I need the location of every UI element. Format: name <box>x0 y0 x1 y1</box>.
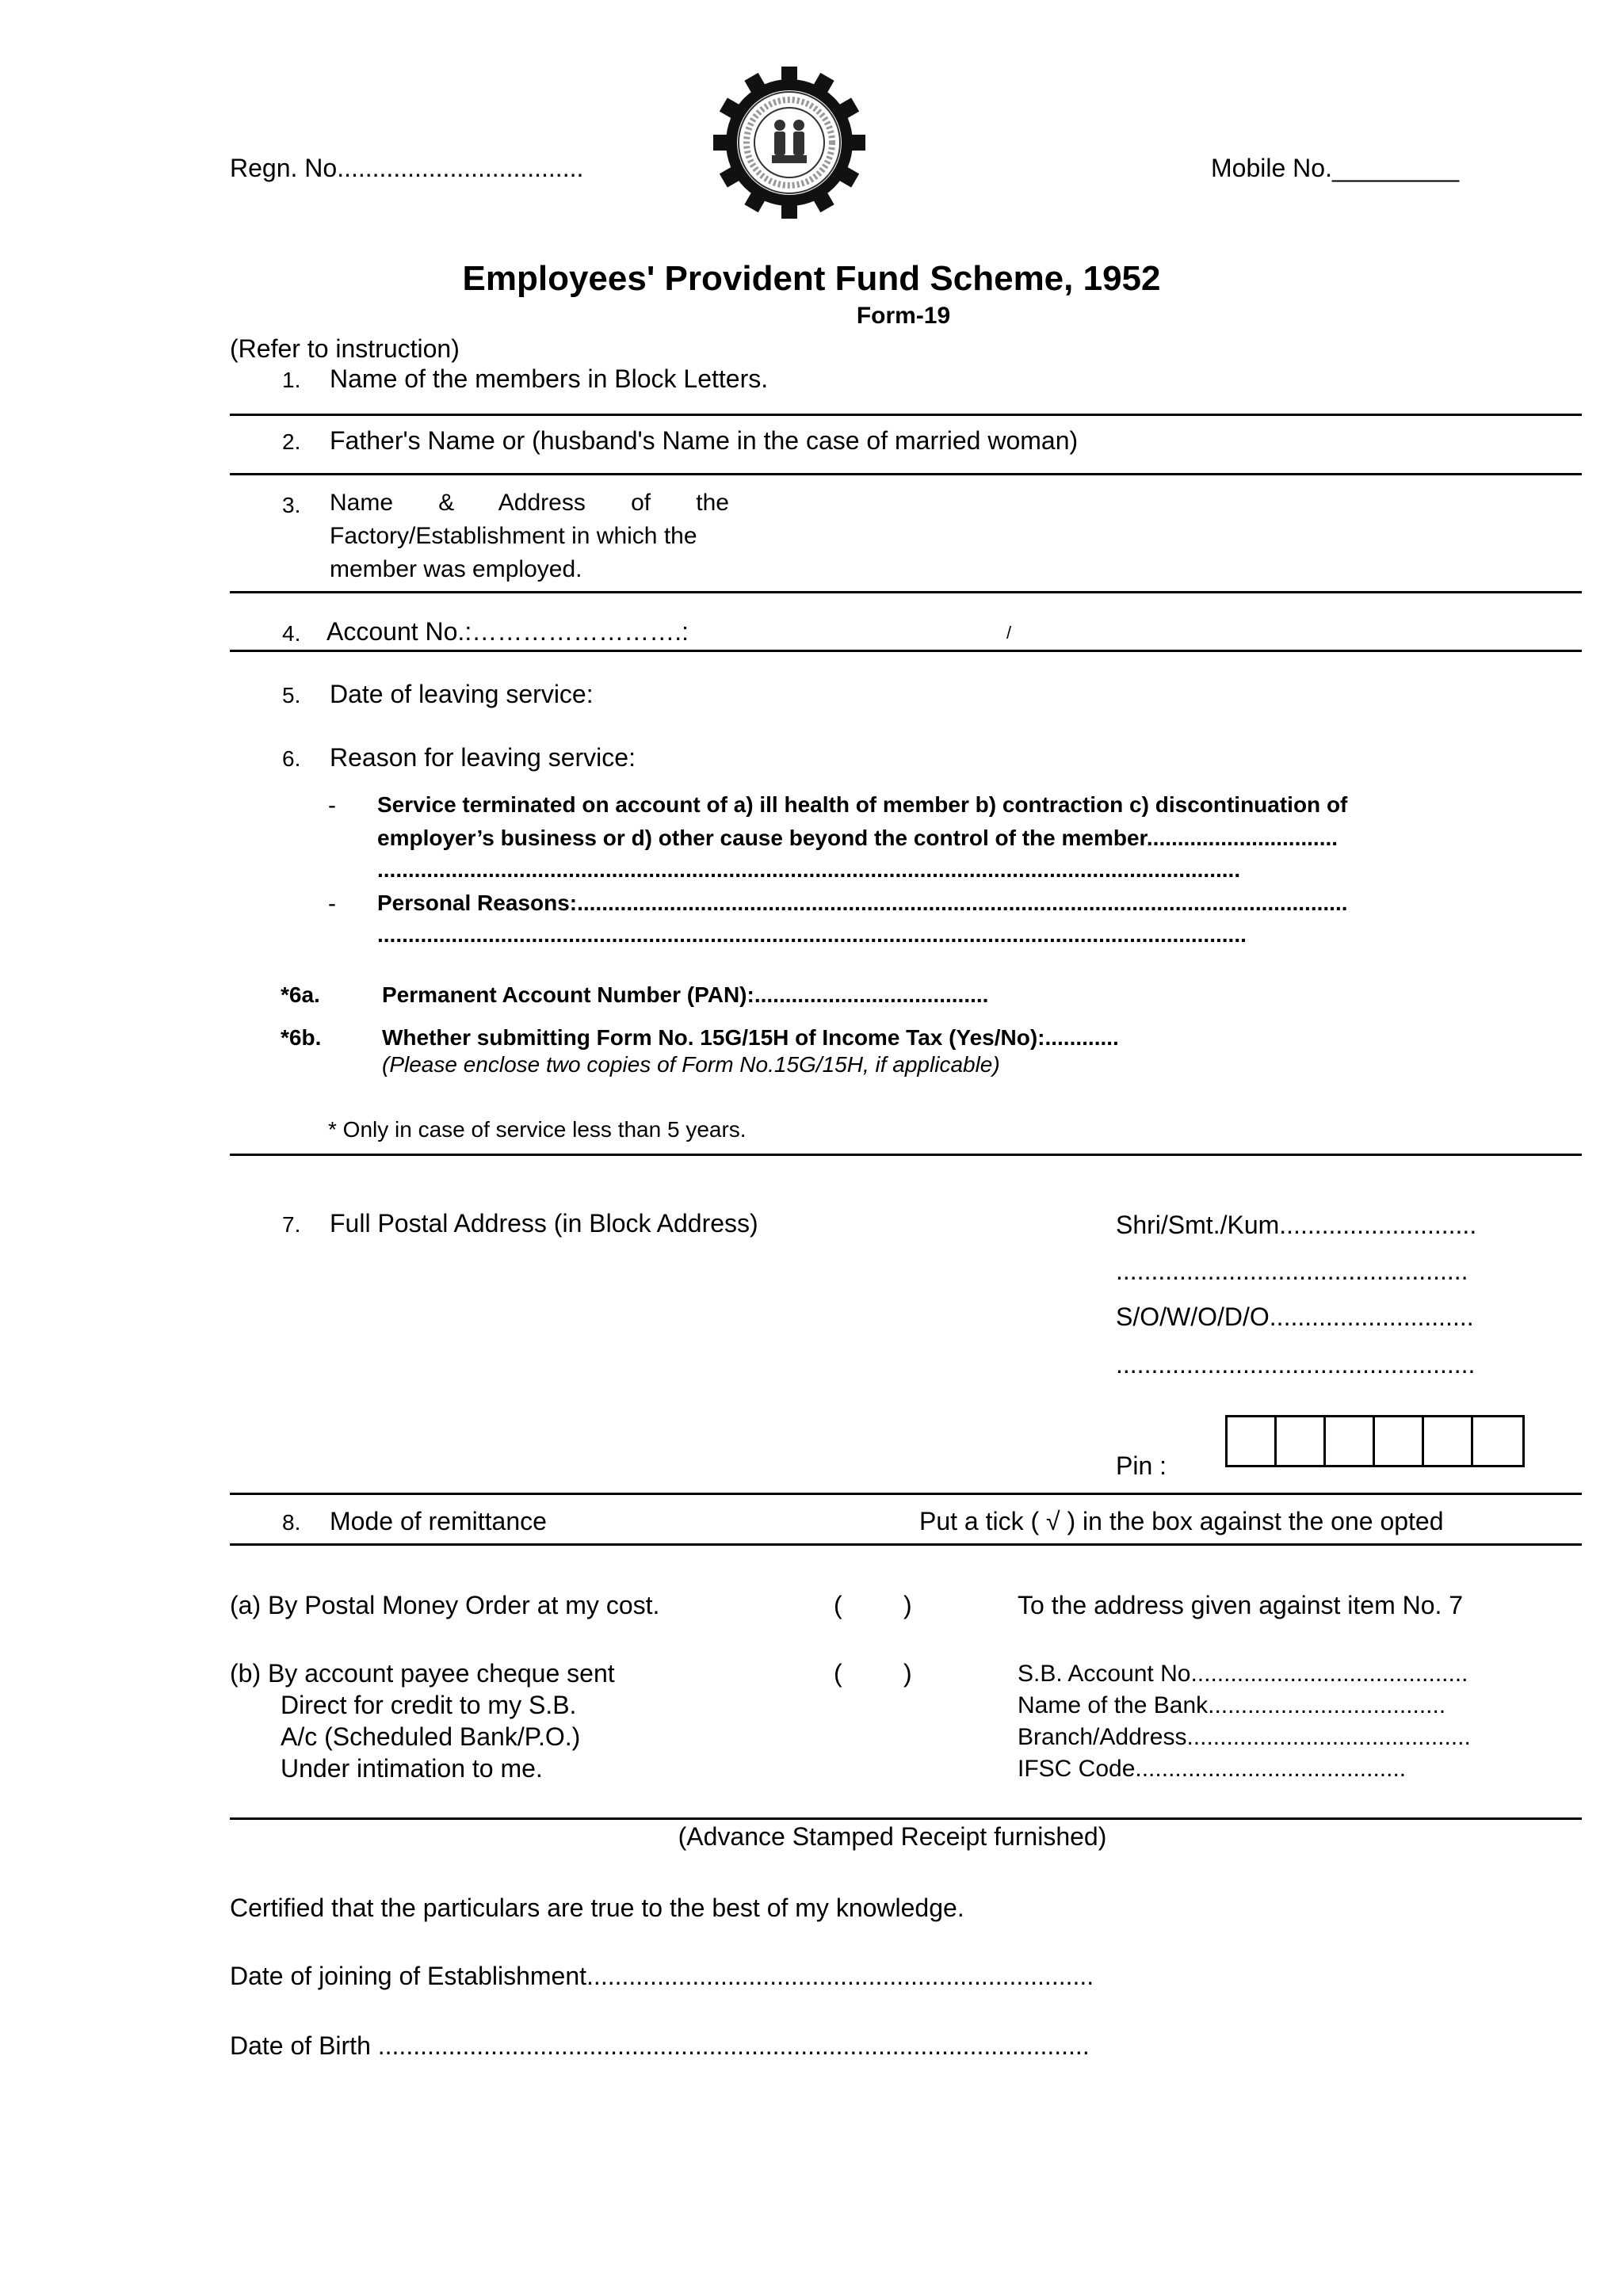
postal-address-label: Full Postal Address (in Block Address) <box>330 1209 758 1238</box>
divider <box>230 473 1582 475</box>
sb-account-field[interactable]: S.B. Account No.......................................... <box>1018 1661 1468 1687</box>
pin-digit-box[interactable] <box>1473 1417 1522 1465</box>
address-line-2[interactable]: ................................................... <box>1116 1350 1476 1379</box>
pin-digit-box[interactable] <box>1375 1417 1424 1465</box>
pin-code-boxes[interactable] <box>1225 1415 1525 1467</box>
pan-field[interactable]: Permanent Account Number (PAN):...................................... <box>382 982 989 1007</box>
option-b-bracket-close[interactable]: ) <box>903 1659 912 1688</box>
item-6a-number: *6a. <box>281 982 320 1007</box>
bank-name-field[interactable]: Name of the Bank.................................... <box>1018 1692 1446 1718</box>
item-2-label: Father's Name or (husband's Name in the case of married woman) <box>330 426 1079 455</box>
date-of-birth-field[interactable]: Date of Birth ..................................................................................................... <box>230 2031 1090 2060</box>
reason-1-bullet: - <box>328 792 336 818</box>
option-a-destination: To the address given against item No. 7 <box>1018 1591 1464 1619</box>
item-3-label-line3: member was employed. <box>330 556 582 582</box>
epfo-emblem-logo <box>710 63 869 222</box>
ifsc-code-field[interactable]: IFSC Code......................................... <box>1018 1756 1407 1782</box>
personal-reasons-field[interactable]: Personal Reasons:............................................................................................................................. <box>377 891 1348 915</box>
option-b-bracket-open[interactable]: ( <box>834 1659 842 1688</box>
reason-1-line1: Service terminated on account of a) ill health of member b) contraction c) discontinuation of <box>377 792 1348 817</box>
item-7-number: 7. <box>282 1212 301 1237</box>
relation-field[interactable]: S/O/W/O/D/O............................. <box>1116 1302 1474 1331</box>
advance-receipt-note: (Advance Stamped Receipt furnished) <box>678 1822 1107 1851</box>
item-1-label: Name of the members in Block Letters. <box>330 364 769 393</box>
option-a-bracket-open[interactable]: ( <box>834 1591 842 1619</box>
address-line-1[interactable]: .................................................. <box>1116 1257 1468 1285</box>
divider <box>230 591 1582 593</box>
reason-2-bullet: - <box>328 891 336 917</box>
regn-no-field[interactable]: Regn. No................................... <box>230 154 584 182</box>
form-number: Form-19 <box>856 303 951 329</box>
item-6-number: 6. <box>282 746 301 771</box>
pin-digit-box[interactable] <box>1277 1417 1326 1465</box>
divider <box>230 650 1582 652</box>
remittance-mode-label: Mode of remittance <box>330 1507 547 1535</box>
item-6b-number: *6b. <box>281 1025 322 1050</box>
shri-smt-field[interactable]: Shri/Smt./Kum............................ <box>1116 1211 1477 1239</box>
option-a-bracket-close[interactable]: ) <box>903 1591 912 1619</box>
pin-digit-box[interactable] <box>1424 1417 1473 1465</box>
form-15g-field[interactable]: Whether submitting Form No. 15G/15H of Income Tax (Yes/No):............ <box>382 1025 1119 1050</box>
personal-reasons-line2[interactable]: ............................................................................................................................................. <box>377 922 1247 947</box>
divider <box>230 1543 1582 1546</box>
account-no-slash: / <box>1006 623 1012 643</box>
item-2-number: 2. <box>282 429 301 454</box>
reason-1-line3[interactable]: ............................................................................................................................................ <box>377 857 1241 882</box>
item-1-number: 1. <box>282 368 301 392</box>
item-3-number: 3. <box>282 493 301 517</box>
divider <box>230 1817 1582 1820</box>
cheque-option-line1: (b) By account payee cheque sent <box>230 1659 615 1688</box>
cheque-option-line4: Under intimation to me. <box>281 1754 543 1783</box>
service-note: * Only in case of service less than 5 years. <box>328 1117 747 1142</box>
mobile-no-field[interactable]: Mobile No._________ <box>1211 154 1460 182</box>
pin-label: Pin : <box>1116 1451 1167 1480</box>
divider <box>230 414 1582 416</box>
item-3-label-line2: Factory/Establishment in which the <box>330 523 697 549</box>
page-title: Employees' Provident Fund Scheme, 1952 <box>462 259 1161 298</box>
item-5-number: 5. <box>282 683 301 707</box>
item-3-label-line1: Name & Address of the <box>330 490 729 516</box>
account-no-field[interactable]: Account No.:…………………….: <box>327 617 689 646</box>
form-15g-note: (Please enclose two copies of Form No.15G/15H, if applicable) <box>382 1052 1000 1077</box>
tick-instruction: Put a tick ( √ ) in the box against the one opted <box>919 1507 1444 1535</box>
refer-instruction: (Refer to instruction) <box>230 334 460 363</box>
reason-1-line2[interactable]: employer’s business or d) other cause beyond the control of the member............................... <box>377 826 1338 850</box>
branch-address-field[interactable]: Branch/Address........................................... <box>1018 1724 1471 1750</box>
pin-digit-box[interactable] <box>1228 1417 1277 1465</box>
reason-leaving-label: Reason for leaving service: <box>330 743 636 772</box>
certification-statement: Certified that the particulars are true to the best of my knowledge. <box>230 1894 964 1922</box>
item-8-number: 8. <box>282 1510 301 1535</box>
date-of-leaving-label: Date of leaving service: <box>330 680 594 708</box>
cheque-option-line2: Direct for credit to my S.B. <box>281 1691 577 1719</box>
divider <box>230 1154 1582 1156</box>
pin-digit-box[interactable] <box>1326 1417 1375 1465</box>
cheque-option-line3: A/c (Scheduled Bank/P.O.) <box>281 1722 581 1751</box>
divider <box>230 1493 1582 1495</box>
postal-money-order-label: (a) By Postal Money Order at my cost. <box>230 1591 660 1619</box>
item-4-number: 4. <box>282 621 301 646</box>
date-of-joining-field[interactable]: Date of joining of Establishment........................................................................ <box>230 1962 1094 1990</box>
